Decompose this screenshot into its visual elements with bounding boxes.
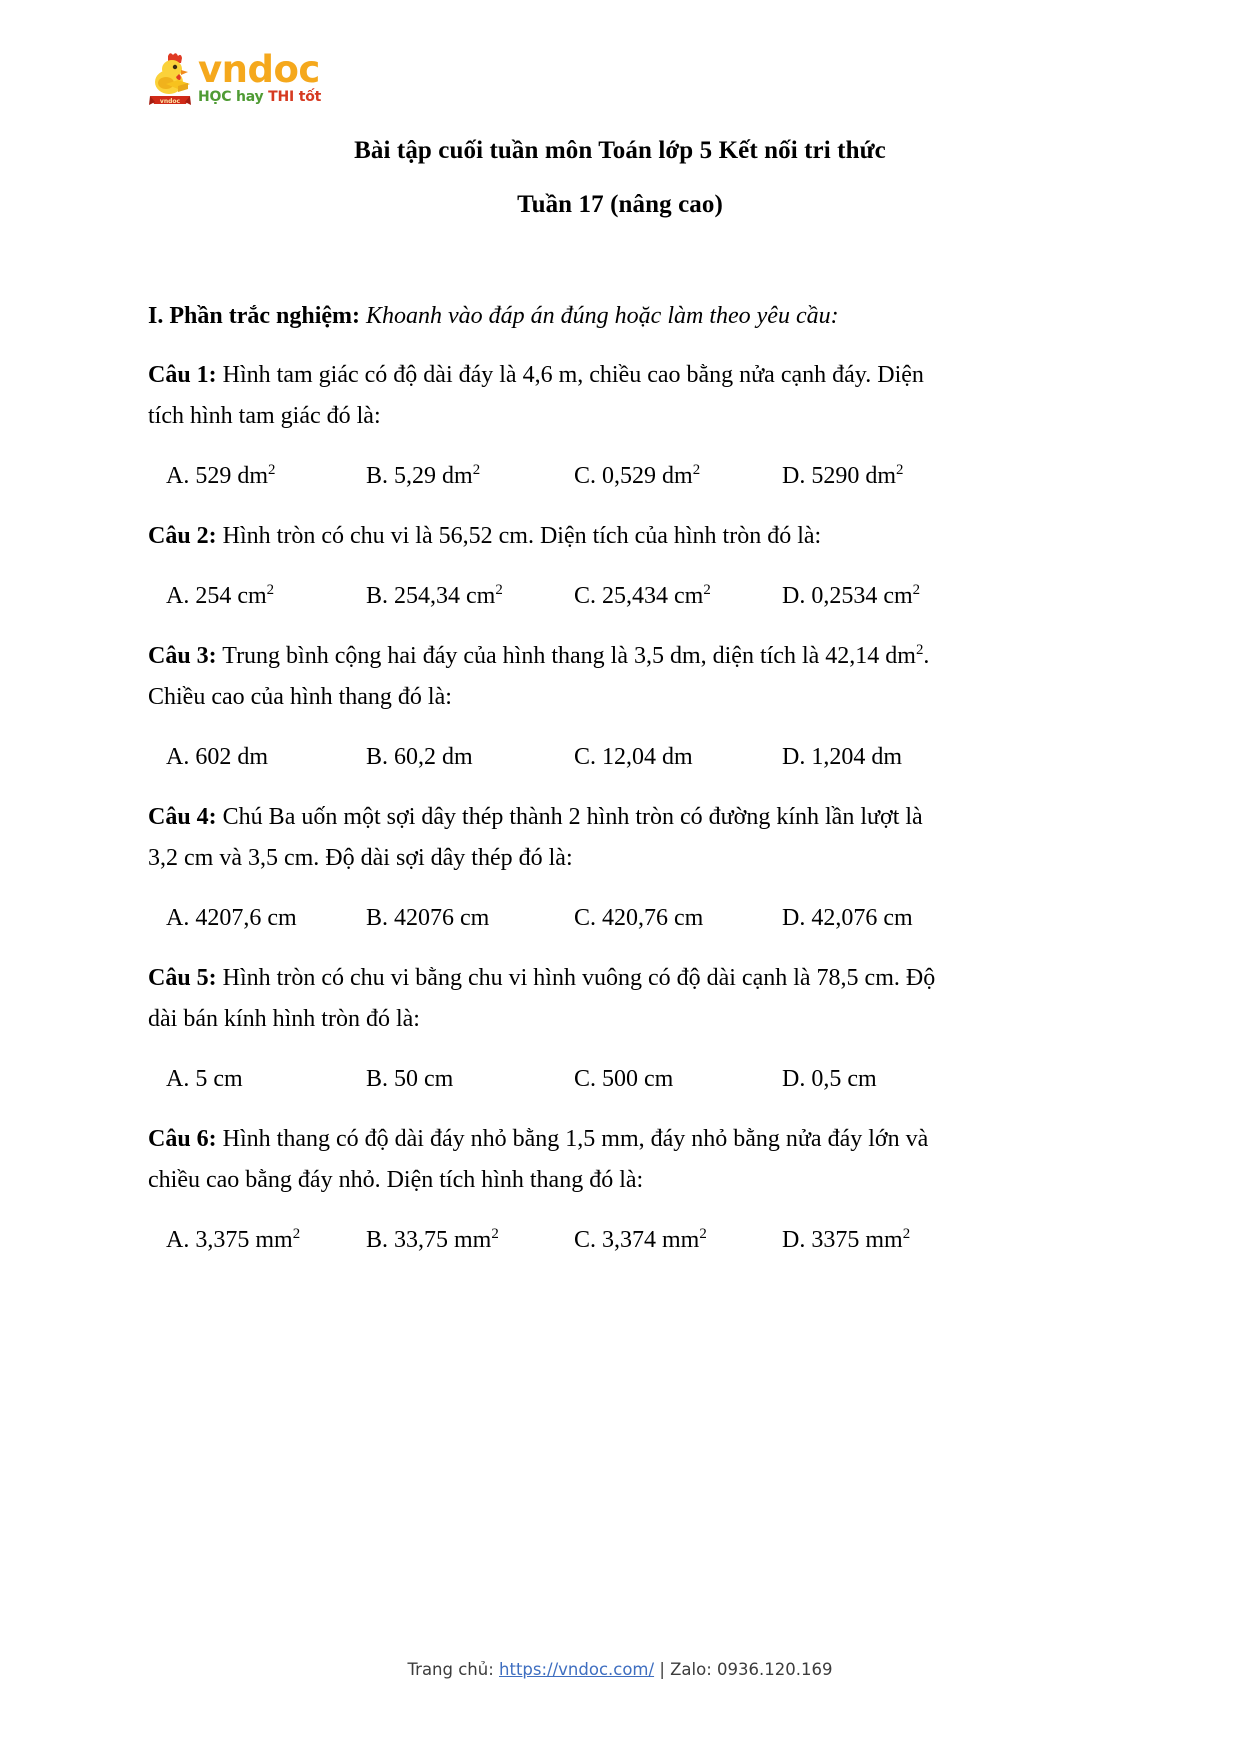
option-letter: C. bbox=[574, 1227, 597, 1253]
question-1-option-a[interactable] bbox=[166, 456, 366, 497]
question-2-option-b[interactable] bbox=[366, 576, 574, 617]
option-letter: C. bbox=[574, 463, 597, 489]
question-5-option-c[interactable] bbox=[574, 1059, 782, 1100]
question-2-option-a[interactable] bbox=[166, 576, 366, 617]
logo-wordmark: vndoc bbox=[198, 48, 320, 91]
option-letter: A. bbox=[166, 463, 190, 489]
option-exponent: 2 bbox=[902, 1226, 911, 1242]
question-3-number: Câu 3: bbox=[148, 643, 217, 669]
option-value: 60,2 dm bbox=[394, 744, 473, 770]
question-4-option-c[interactable] bbox=[574, 898, 782, 939]
option-letter: A. bbox=[166, 1227, 190, 1253]
option-letter: C. bbox=[574, 583, 597, 609]
option-exponent: 2 bbox=[896, 462, 904, 478]
question-2-number: Câu 2: bbox=[148, 523, 217, 549]
option-value: 3375 mm bbox=[811, 1227, 903, 1253]
question-5-option-b[interactable] bbox=[366, 1059, 574, 1100]
option-exponent: 2 bbox=[491, 1226, 499, 1242]
option-letter: A. bbox=[166, 744, 190, 770]
option-exponent: 2 bbox=[692, 462, 701, 478]
question-6 bbox=[148, 1119, 938, 1201]
logo-tagline-red: THI tốt bbox=[268, 89, 322, 105]
question-3-text-exponent: 2 bbox=[915, 642, 924, 658]
option-value: 3,374 mm bbox=[602, 1227, 700, 1253]
option-value: 3,375 mm bbox=[195, 1227, 293, 1253]
question-3-text-post: . Chiều cao của hình thang đó là: bbox=[148, 643, 930, 710]
option-letter: B. bbox=[366, 463, 389, 489]
question-2 bbox=[148, 516, 938, 557]
option-letter: D. bbox=[782, 905, 806, 931]
question-3 bbox=[148, 636, 938, 718]
footer-homepage-link[interactable]: https://vndoc.com/ bbox=[499, 1660, 655, 1679]
question-6-option-b[interactable] bbox=[366, 1220, 574, 1261]
document-subtitle: Tuần 17 (nâng cao) bbox=[517, 191, 723, 218]
question-5 bbox=[148, 958, 938, 1040]
question-5-number: Câu 5: bbox=[148, 965, 217, 991]
question-4-option-b[interactable] bbox=[366, 898, 574, 939]
question-3-option-c[interactable] bbox=[574, 737, 782, 778]
question-3-options bbox=[148, 737, 938, 778]
option-exponent: 2 bbox=[472, 462, 481, 478]
option-letter: C. bbox=[574, 744, 597, 770]
option-exponent: 2 bbox=[268, 462, 276, 478]
question-6-options bbox=[148, 1220, 938, 1261]
option-letter: D. bbox=[782, 583, 806, 609]
option-value: 50 cm bbox=[394, 1066, 454, 1092]
option-value: 0,529 dm bbox=[602, 463, 693, 489]
option-value: 420,76 cm bbox=[602, 905, 704, 931]
option-letter: B. bbox=[366, 583, 389, 609]
footer-prefix: Trang chủ: bbox=[407, 1660, 500, 1679]
question-2-option-d[interactable] bbox=[782, 576, 920, 617]
question-6-option-d[interactable] bbox=[782, 1220, 910, 1261]
option-letter: D. bbox=[782, 1227, 806, 1253]
question-2-option-c[interactable] bbox=[574, 576, 782, 617]
option-value: 0,2534 cm bbox=[811, 583, 913, 609]
question-1-number: Câu 1: bbox=[148, 362, 217, 388]
question-4-option-d[interactable] bbox=[782, 898, 913, 939]
question-2-text: Hình tròn có chu vi là 56,52 cm. Diện tích của hình tròn đó là: bbox=[222, 523, 822, 549]
option-value: 33,75 mm bbox=[394, 1227, 492, 1253]
question-1-option-d[interactable] bbox=[782, 456, 903, 497]
question-4-text: Chú Ba uốn một sợi dây thép thành 2 hình tròn có đường kính lần lượt là 3,2 cm và 3,5 cm. Độ dài sợi dây thép đó là: bbox=[148, 804, 923, 871]
page-footer bbox=[0, 1660, 1240, 1679]
option-letter: B. bbox=[366, 744, 389, 770]
option-letter: B. bbox=[366, 1066, 389, 1092]
question-6-option-a[interactable] bbox=[166, 1220, 366, 1261]
option-exponent: 2 bbox=[699, 1226, 707, 1242]
document-title: Bài tập cuối tuần môn Toán lớp 5 Kết nối tri thức bbox=[354, 137, 886, 164]
option-exponent: 2 bbox=[495, 582, 503, 598]
logo-text bbox=[198, 50, 321, 105]
option-value: 1,204 dm bbox=[811, 744, 903, 770]
question-4 bbox=[148, 797, 938, 879]
exercise-content bbox=[148, 296, 938, 1280]
question-4-options bbox=[148, 898, 938, 939]
question-1-option-c[interactable] bbox=[574, 456, 782, 497]
option-value: 602 dm bbox=[195, 744, 269, 770]
question-5-text: Hình tròn có chu vi bằng chu vi hình vuông có độ dài cạnh là 78,5 cm. Độ dài bán kính hình tròn đó là: bbox=[148, 965, 936, 1032]
option-value: 529 dm bbox=[195, 463, 269, 489]
option-letter: C. bbox=[574, 905, 597, 931]
option-value: 5290 dm bbox=[811, 463, 897, 489]
option-value: 5 cm bbox=[195, 1066, 243, 1092]
section-heading bbox=[148, 296, 938, 337]
question-6-text: Hình thang có độ dài đáy nhỏ bằng 1,5 mm, đáy nhỏ bằng nửa đáy lớn và chiều cao bằng đáy nhỏ. Diện tích hình thang đó là: bbox=[148, 1126, 929, 1193]
option-exponent: 2 bbox=[912, 582, 921, 598]
section-label: I. Phần trắc nghiệm: bbox=[148, 303, 360, 329]
vndoc-logo[interactable] bbox=[148, 50, 321, 112]
question-2-options bbox=[148, 576, 938, 617]
option-value: 0,5 cm bbox=[811, 1066, 877, 1092]
option-value: 12,04 dm bbox=[602, 744, 693, 770]
question-5-option-d[interactable] bbox=[782, 1059, 877, 1100]
option-letter: D. bbox=[782, 463, 806, 489]
question-3-option-d[interactable] bbox=[782, 737, 902, 778]
logo-tagline bbox=[198, 89, 321, 105]
option-exponent: 2 bbox=[703, 582, 711, 598]
option-value: 254 cm bbox=[195, 583, 267, 609]
option-value: 42076 cm bbox=[394, 905, 490, 931]
option-value: 500 cm bbox=[602, 1066, 674, 1092]
question-3-option-a[interactable] bbox=[166, 737, 366, 778]
question-4-number: Câu 4: bbox=[148, 804, 217, 830]
option-letter: C. bbox=[574, 1066, 597, 1092]
question-3-text-pre: Trung bình cộng hai đáy của hình thang là 3,5 dm, diện tích là 42,14 dm bbox=[222, 643, 916, 669]
question-1-options bbox=[148, 456, 938, 497]
svg-text:vndoc: vndoc bbox=[159, 98, 181, 105]
question-6-option-c[interactable] bbox=[574, 1220, 782, 1261]
option-exponent: 2 bbox=[266, 582, 275, 598]
logo-tagline-green: HỌC hay bbox=[198, 89, 269, 105]
question-6-number: Câu 6: bbox=[148, 1126, 217, 1152]
option-value: 42,076 cm bbox=[811, 905, 913, 931]
question-5-option-a[interactable] bbox=[166, 1059, 366, 1100]
option-letter: B. bbox=[366, 905, 389, 931]
question-5-options bbox=[148, 1059, 938, 1100]
option-value: 5,29 dm bbox=[394, 463, 473, 489]
option-letter: A. bbox=[166, 905, 190, 931]
chicken-mascot-icon bbox=[148, 50, 194, 108]
option-letter: B. bbox=[366, 1227, 389, 1253]
footer-suffix: | Zalo: 0936.120.169 bbox=[654, 1660, 833, 1679]
option-letter: A. bbox=[166, 583, 190, 609]
option-exponent: 2 bbox=[292, 1226, 301, 1242]
option-value: 25,434 cm bbox=[602, 583, 704, 609]
option-letter: D. bbox=[782, 1066, 806, 1092]
option-value: 254,34 cm bbox=[394, 583, 496, 609]
question-3-option-b[interactable] bbox=[366, 737, 574, 778]
section-instruction: Khoanh vào đáp án đúng hoặc làm theo yêu cầu: bbox=[366, 303, 839, 329]
option-value: 4207,6 cm bbox=[195, 905, 297, 931]
question-4-option-a[interactable] bbox=[166, 898, 366, 939]
question-1-text: Hình tam giác có độ dài đáy là 4,6 m, chiều cao bằng nửa cạnh đáy. Diện tích hình tam giác đó là: bbox=[148, 362, 924, 429]
option-letter: A. bbox=[166, 1066, 190, 1092]
question-1-option-b[interactable] bbox=[366, 456, 574, 497]
option-letter: D. bbox=[782, 744, 806, 770]
question-1 bbox=[148, 355, 938, 437]
